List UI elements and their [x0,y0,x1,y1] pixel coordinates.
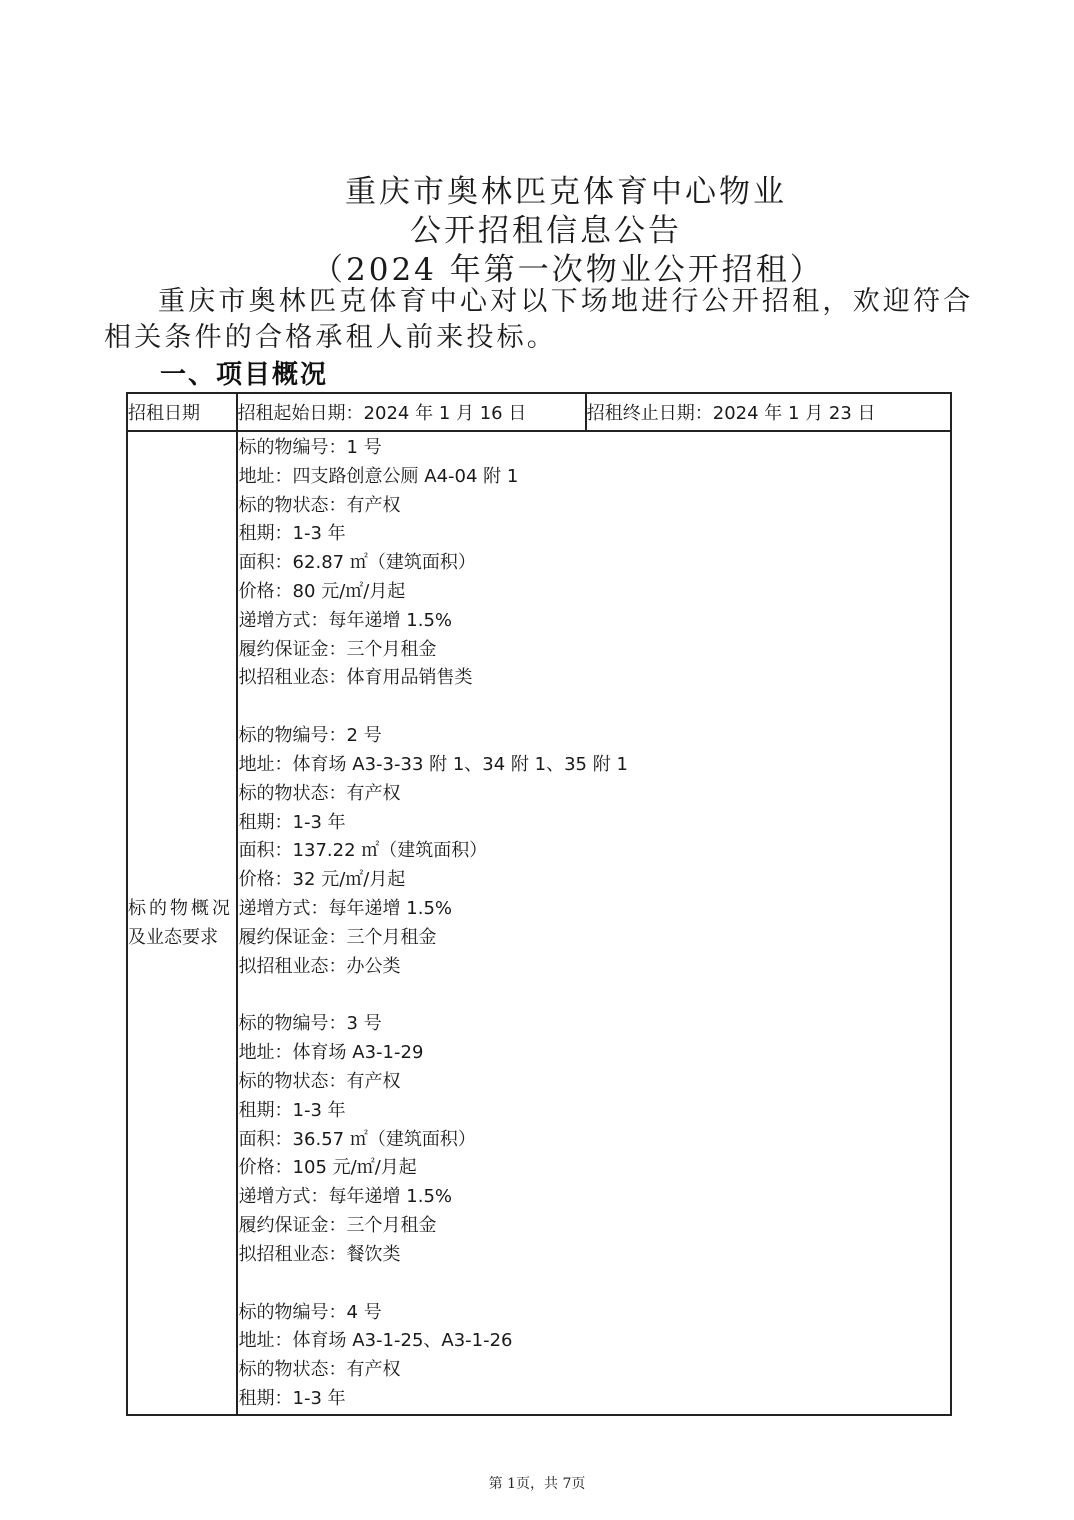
section-heading-overview: 一、项目概况 [160,360,329,390]
item-price: 价格：105 元/㎡/月起 [238,1157,417,1179]
detail-content-cell [237,431,951,1415]
item-term: 租期：1-3 年 [238,1099,346,1121]
title-line-1: 重庆市奥林匹克体育中心物业 [345,174,787,210]
property-item-3 [239,1010,950,1269]
item-address: 地址：四支路创意公厕 A4-04 附 1 [238,465,519,487]
item-deposit: 履约保证金：三个月租金 [238,638,437,660]
item-business-type: 拟招租业态：餐饮类 [238,1243,401,1265]
item-status: 标的物状态：有产权 [238,494,401,516]
intro-paragraph: 重庆市奥林匹克体育中心对以下场地进行公开招租，欢迎符合相关条件的合格承租人前来投标。 [104,286,974,353]
item-number: 标的物编号：1 号 [238,437,382,458]
item-business-type: 拟招租业态：体育用品销售类 [238,667,473,689]
page-number-footer: 第 1页，共 7页 [488,1476,586,1492]
item-area: 面积：62.87 ㎡（建筑面积） [238,552,476,574]
item-increase: 递增方式：每年递增 1.5% [238,609,453,631]
item-increase: 递增方式：每年递增 1.5% [238,1186,453,1208]
item-address: 地址：体育场 A3-1-29 [238,1042,424,1064]
item-number: 标的物编号：4 号 [238,1301,382,1323]
item-status: 标的物状态：有产权 [238,1359,401,1381]
item-address: 地址：体育场 A3-1-25、A3-1-26 [238,1330,513,1352]
end-date-cell: 招租终止日期：2024 年 1 月 23 日 [586,393,951,431]
item-number: 标的物编号：3 号 [238,1013,382,1035]
title-line-2: 公开招租信息公告 [410,213,682,249]
item-term: 租期：1-3 年 [238,811,346,833]
date-label-cell: 招租日期 [127,393,237,431]
table-row-dates [127,393,951,431]
detail-label-cell [127,431,237,1415]
item-number: 标的物编号：2 号 [238,725,382,747]
item-deposit: 履约保证金：三个月租金 [238,926,437,948]
property-item-2 [239,722,950,981]
item-status: 标的物状态：有产权 [238,1070,401,1092]
item-price: 价格：80 元/㎡/月起 [238,580,406,602]
item-term: 租期：1-3 年 [238,523,346,545]
detail-label-line-1: 标的物概况 [128,897,233,919]
property-item-1 [239,434,950,693]
item-business-type: 拟招租业态：办公类 [238,955,401,977]
item-increase: 递增方式：每年递增 1.5% [238,897,453,919]
item-deposit: 履约保证金：三个月租金 [238,1214,437,1236]
project-overview-table [126,392,952,1416]
item-area: 面积：36.57 ㎡（建筑面积） [238,1128,476,1150]
property-item-4 [239,1299,950,1414]
item-address: 地址：体育场 A3-3-33 附 1、34 附 1、35 附 1 [238,753,628,775]
item-term: 租期：1-3 年 [238,1387,346,1409]
start-date-cell: 招租起始日期：2024 年 1 月 16 日 [237,393,586,431]
title-line-3: （2024 年第一次物业公开招租） [312,252,824,288]
table-row-details [127,431,951,1415]
detail-label-line-2: 及业态要求 [128,926,218,948]
item-area: 面积：137.22 ㎡（建筑面积） [238,840,488,862]
item-price: 价格：32 元/㎡/月起 [238,869,406,891]
item-status: 标的物状态：有产权 [238,782,401,804]
